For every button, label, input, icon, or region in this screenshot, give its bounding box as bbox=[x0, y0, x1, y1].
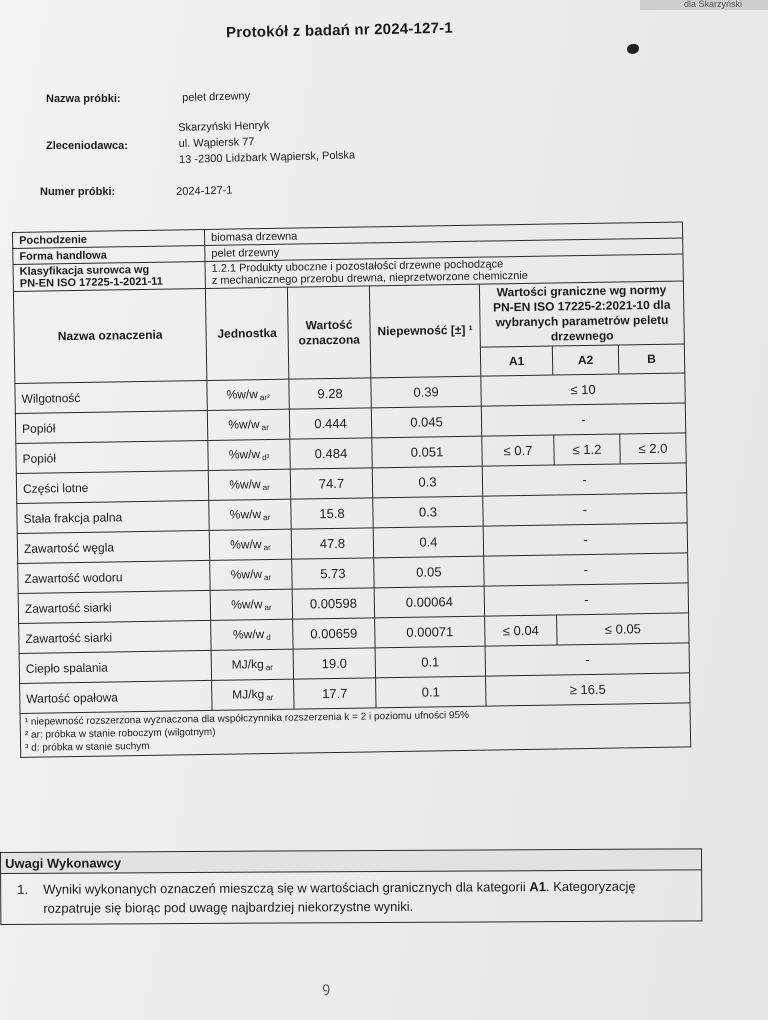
parameter-name: Ciepło spalania bbox=[19, 650, 211, 683]
sample-number-label: Numer próbki: bbox=[40, 186, 116, 198]
parameter-value: 19.0 bbox=[293, 648, 375, 679]
parameter-limit: ≤ 10 bbox=[481, 373, 685, 406]
remarks-title: Uwagi Wykonawcy bbox=[1, 849, 702, 874]
client-address bbox=[178, 115, 355, 168]
parameter-unit: MJ/kg $_{ar}$ bbox=[211, 649, 293, 680]
footnotes-row bbox=[20, 703, 691, 758]
column-header-unit: Jednostka bbox=[205, 287, 288, 380]
client-line: ul. Wąpiersk 77 bbox=[178, 136, 255, 150]
parameter-value: 0.444 bbox=[289, 408, 371, 439]
client-label: Zleceniodawca: bbox=[46, 140, 128, 152]
parameter-limit: - bbox=[482, 463, 686, 496]
parameter-name: Zawartość siarki bbox=[19, 620, 211, 653]
parameter-unit: %w/w $_{ar}$ bbox=[209, 529, 291, 560]
parameter-unit: MJ/kg $_{ar}$ bbox=[212, 679, 294, 710]
parameter-limit: - bbox=[483, 523, 687, 556]
parameter-uncertainty: 0.051 bbox=[372, 436, 482, 468]
parameter-uncertainty: 0.00064 bbox=[374, 586, 484, 618]
limit-a1: ≤ 0.7 bbox=[482, 435, 554, 466]
parameter-uncertainty: 0.3 bbox=[372, 466, 482, 498]
parameter-name: Wilgotność bbox=[15, 380, 207, 413]
classification-value: 1.2.1 Produkty uboczne i pozostałości drzewne pochodzące z mechanicznego przerobu drewna, nieprzetworzone chemicznie bbox=[205, 254, 683, 289]
parameter-limit: - bbox=[485, 643, 689, 676]
parameter-name: Zawartość węgla bbox=[17, 530, 209, 563]
parameter-value: 15.8 bbox=[291, 498, 373, 529]
footnote: ³ d: próbka w stanie suchym bbox=[25, 740, 150, 754]
sample-number-value: 2024-127-1 bbox=[176, 184, 233, 198]
class-b-header: B bbox=[618, 344, 684, 374]
remarks-item bbox=[1, 870, 702, 925]
parameter-unit: %w/w $_d$ bbox=[211, 619, 293, 650]
column-header-norm: Wartości graniczne wg normy PN-EN ISO 17225-2:2021-10 dla wybranych parametrów peletu drzewnego bbox=[479, 281, 684, 347]
parameter-value: 0.00659 bbox=[293, 618, 375, 649]
parameter-uncertainty: 0.4 bbox=[373, 526, 483, 558]
top-stamp-fragment: dla Skarzyński bbox=[640, 0, 768, 10]
parameter-unit: %w/w $_{ar}$ bbox=[208, 469, 290, 500]
parameter-uncertainty: 0.045 bbox=[371, 406, 481, 438]
parameter-value: 74.7 bbox=[290, 468, 372, 499]
parameter-limit: - bbox=[484, 583, 688, 616]
parameter-uncertainty: 0.1 bbox=[375, 646, 485, 678]
parameter-uncertainty: 0.3 bbox=[373, 496, 483, 528]
parameter-unit: %w/w $_{ar^2}$ bbox=[207, 379, 289, 410]
page-mark: ꝯ bbox=[322, 979, 331, 995]
sample-name-label: Nazwa próbki: bbox=[46, 93, 121, 105]
parameter-value: 17.7 bbox=[294, 678, 376, 709]
parameter-name: Stała frakcja palna bbox=[17, 500, 209, 533]
parameter-name: Zawartość siarki bbox=[18, 590, 210, 623]
info-value: biomasa drzewna bbox=[204, 222, 682, 246]
parameter-unit: %w/w $_{ar}$ bbox=[210, 559, 292, 590]
parameter-value: 5.73 bbox=[292, 558, 374, 589]
parameter-name: Wartość opałowa bbox=[20, 680, 212, 713]
parameter-name: Popiół bbox=[15, 410, 207, 443]
footnotes bbox=[20, 703, 691, 758]
parameter-uncertainty: 0.1 bbox=[376, 676, 486, 708]
column-header-uncertainty: Niepewność [±] ¹ bbox=[369, 284, 480, 378]
limit-b: ≤ 2.0 bbox=[620, 433, 686, 464]
parameter-value: 9.28 bbox=[289, 378, 371, 409]
info-label: Forma handlowa bbox=[13, 245, 205, 264]
column-header-value: Wartość oznaczona bbox=[287, 286, 370, 379]
parameter-limit: - bbox=[483, 493, 687, 526]
remarks-item-number: 1. bbox=[17, 881, 29, 897]
parameter-value: 47.8 bbox=[291, 528, 373, 559]
classification-label: Klasyfikacja surowca wg PN-EN ISO 17225-1-2021-11 bbox=[13, 261, 205, 291]
limit-a2-b: ≤ 0.05 bbox=[557, 613, 689, 645]
parameter-name: Popiół bbox=[16, 440, 208, 473]
parameter-uncertainty: 0.05 bbox=[374, 556, 484, 588]
parameter-value: 0.00598 bbox=[292, 588, 374, 619]
info-label: Pochodzenie bbox=[13, 229, 205, 248]
parameter-value: 0.484 bbox=[290, 438, 372, 469]
ink-blot bbox=[627, 44, 639, 54]
client-line: 13 -2300 Lidzbark Wąpiersk, Polska bbox=[178, 149, 356, 166]
parameter-name: Części lotne bbox=[16, 470, 208, 503]
page-title: Protokół z badań nr 2024-127-1 bbox=[225, 19, 454, 42]
info-value: pelet drzewny bbox=[205, 238, 683, 262]
results-table bbox=[12, 221, 691, 757]
parameter-name: Zawartość wodoru bbox=[18, 560, 210, 593]
column-header-row bbox=[13, 281, 684, 355]
class-a1-header: A1 bbox=[480, 346, 552, 376]
parameter-unit: %w/w $_{ar}$ bbox=[210, 589, 292, 620]
sample-name-value: pelet drzewny bbox=[182, 90, 251, 104]
column-header-name: Nazwa oznaczenia bbox=[13, 288, 206, 383]
parameter-limit: - bbox=[484, 553, 688, 586]
remarks-table bbox=[0, 848, 702, 925]
parameter-limit: - bbox=[481, 403, 685, 436]
footnote: ¹ niepewność rozszerzona wyznaczona dla współczynnika rozszerzenia k = 2 i poziomu ufności 95% bbox=[24, 709, 470, 728]
class-a2-header: A2 bbox=[552, 345, 618, 375]
parameter-unit: %w/w $_{ar}$ bbox=[209, 499, 291, 530]
parameter-uncertainty: 0.00071 bbox=[375, 616, 485, 648]
footnote: ² ar: próbka w stanie roboczym (wilgotnym) bbox=[24, 726, 216, 741]
parameter-unit: %w/w $_{ar}$ bbox=[207, 409, 289, 440]
parameter-unit: %w/w $_{d^3}$ bbox=[208, 439, 290, 470]
parameter-limit: ≥ 16.5 bbox=[486, 673, 690, 706]
remarks-item-text: Wyniki wykonanych oznaczeń mieszczą się w wartościach granicznych dla kategorii A1. Kategoryzację rozpatruje się biorąc pod uwagę najbardziej niekorzystne wyniki. bbox=[43, 878, 636, 916]
client-line: Skarzyński Henryk bbox=[178, 119, 270, 134]
limit-a2: ≤ 1.2 bbox=[554, 434, 620, 465]
parameter-uncertainty: 0.39 bbox=[371, 376, 481, 408]
limit-a1: ≤ 0.04 bbox=[485, 615, 557, 646]
